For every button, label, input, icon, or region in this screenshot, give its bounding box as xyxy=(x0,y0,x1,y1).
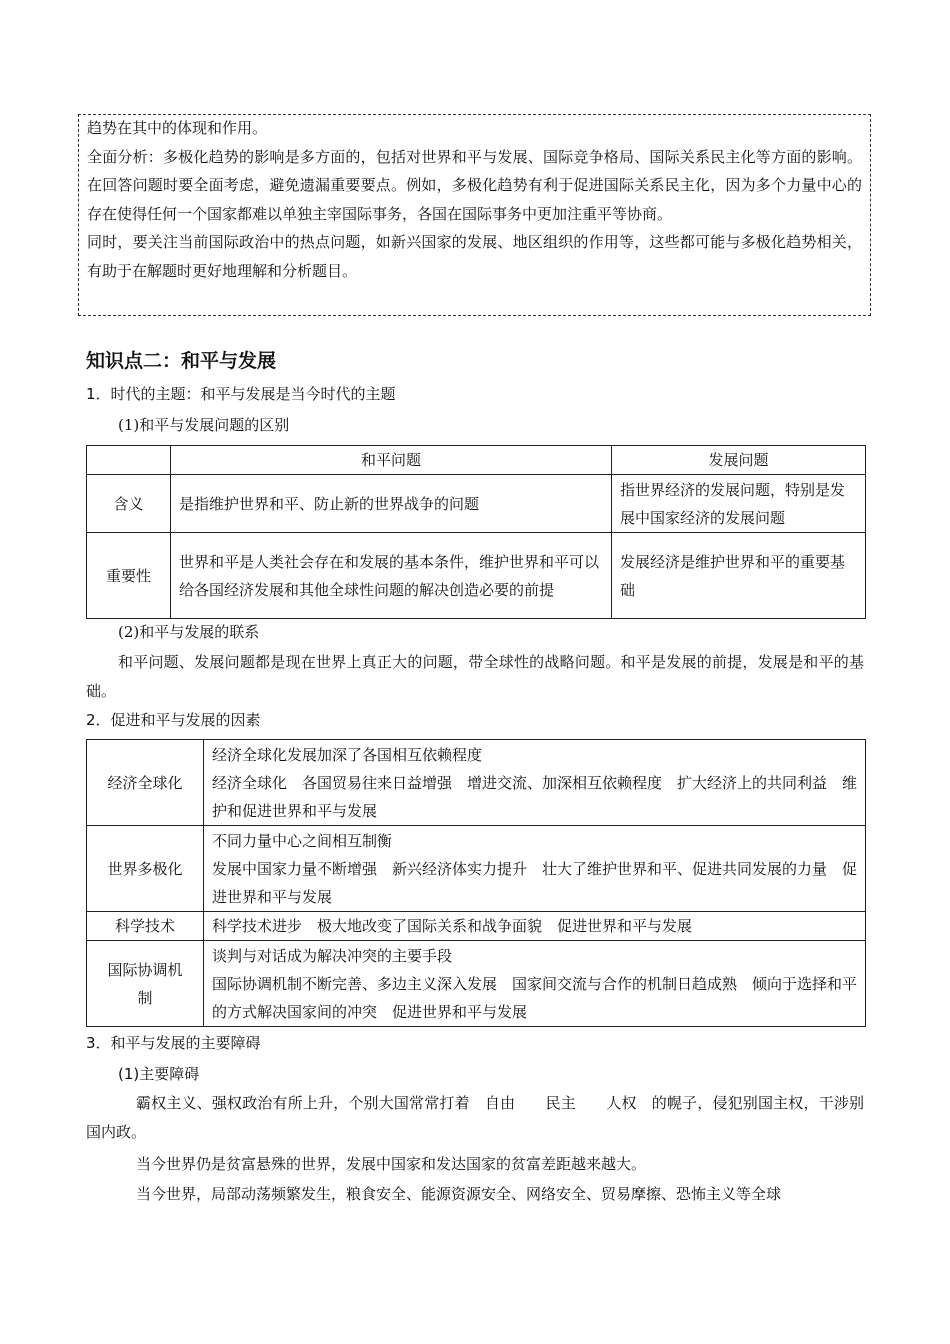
note-line: 趋势在其中的体现和作用。 xyxy=(87,119,268,137)
peace-cell: 世界和平是人类社会存在和发展的基本条件，维护世界和平可以给各国经济发展和其他全球性问题的解决创造必要的前提 xyxy=(171,533,612,619)
point3-p2: 当今世界仍是贫富悬殊的世界，发展中国家和发达国家的贫富差距越来越大。 xyxy=(136,1155,647,1173)
point1-sub2-text: 和平问题、发展问题都是现在世界上真正大的问题，带全球性的战略问题。和平是发展的前提，发展是和平的基础。 xyxy=(86,653,864,700)
point2-title: 2．促进和平与发展的因素 xyxy=(86,711,261,729)
note-line: 同时，要关注当前国际政治中的热点问题，如新兴国家的发展、地区组织的作用等，这些都可能与多极化趋势相关，有助于在解题时更好地理解和分析题目。 xyxy=(87,233,862,280)
factor-line: 国际协调机制不断完善、多边主义深入发展 国家间交流与合作的机制日趋成熟 倾向于选择和平的方式解决国家间的冲突 促进世界和平与发展 xyxy=(212,974,858,1021)
row-label: 含义 xyxy=(87,475,171,533)
dev-cell: 指世界经济的发展问题，特别是发展中国家经济的发展问题 xyxy=(612,475,866,533)
point1-title: 1．时代的主题：和平与发展是当今时代的主题 xyxy=(86,385,396,403)
factor-line: 科学技术进步 极大地改变了国际关系和战争面貌 促进世界和平与发展 xyxy=(212,917,693,935)
note-box xyxy=(78,114,871,316)
factor-label: 科学技术 xyxy=(87,912,204,941)
factor-content xyxy=(204,826,866,912)
factor-line: 发展中国家力量不断增强 新兴经济体实力提升 壮大了维护世界和平、促进共同发展的力量 促进世界和平与发展 xyxy=(212,859,858,906)
point3-p3: 当今世界，局部动荡频繁发生，粮食安全、能源资源安全、网络安全、贸易摩擦、恐怖主义等全球 xyxy=(136,1185,782,1203)
point3-title: 3．和平与发展的主要障碍 xyxy=(86,1034,261,1052)
factor-content xyxy=(204,740,866,826)
factor-label: 国际协调机制 xyxy=(87,941,204,1027)
table-header-peace: 和平问题 xyxy=(171,446,612,475)
factor-content xyxy=(204,941,866,1027)
factor-label: 世界多极化 xyxy=(87,826,204,912)
factor-line: 经济全球化 各国贸易往来日益增强 增进交流、加深相互依赖程度 扩大经济上的共同利益 维护和促进世界和平与发展 xyxy=(212,773,858,820)
factor-line: 不同力量中心之间相互制衡 xyxy=(212,831,393,850)
table-header-dev: 发展问题 xyxy=(612,446,866,475)
point1-sub1: (1)和平与发展问题的区别 xyxy=(118,416,290,434)
peace-cell: 是指维护世界和平、防止新的世界战争的问题 xyxy=(171,475,612,533)
factor-line: 谈判与对话成为解决冲突的主要手段 xyxy=(212,946,453,965)
point1-sub2: (2)和平与发展的联系 xyxy=(118,623,260,641)
factors-table xyxy=(86,739,866,1027)
row-label: 重要性 xyxy=(87,533,171,619)
dev-cell: 发展经济是维护世界和平的重要基础 xyxy=(612,533,866,619)
section-title: 知识点二：和平与发展 xyxy=(86,350,277,372)
factor-line: 经济全球化发展加深了各国相互依赖程度 xyxy=(212,745,483,764)
point3-sub1: (1)主要障碍 xyxy=(118,1065,200,1083)
factor-content xyxy=(204,912,866,941)
note-line: 全面分析：多极化趋势的影响是多方面的，包括对世界和平与发展、国际竞争格局、国际关系民主化等方面的影响。在回答问题时要全面考虑，避免遗漏重要要点。例如，多极化趋势有利于促进国际关系民主化，因为多个力量中心的存在使得任何一个国家都难以单独主宰国际事务，各国在国际事务中更加注重平等协商。 xyxy=(87,147,862,223)
point3-p1: 霸权主义、强权政治有所上升，个别大国常常打着 自由 民主 人权 的幌子，侵犯别国主权，干涉别国内政。 xyxy=(86,1094,864,1141)
factor-label: 经济全球化 xyxy=(87,740,204,826)
table-header-empty xyxy=(87,446,171,475)
peace-development-table xyxy=(86,445,866,619)
